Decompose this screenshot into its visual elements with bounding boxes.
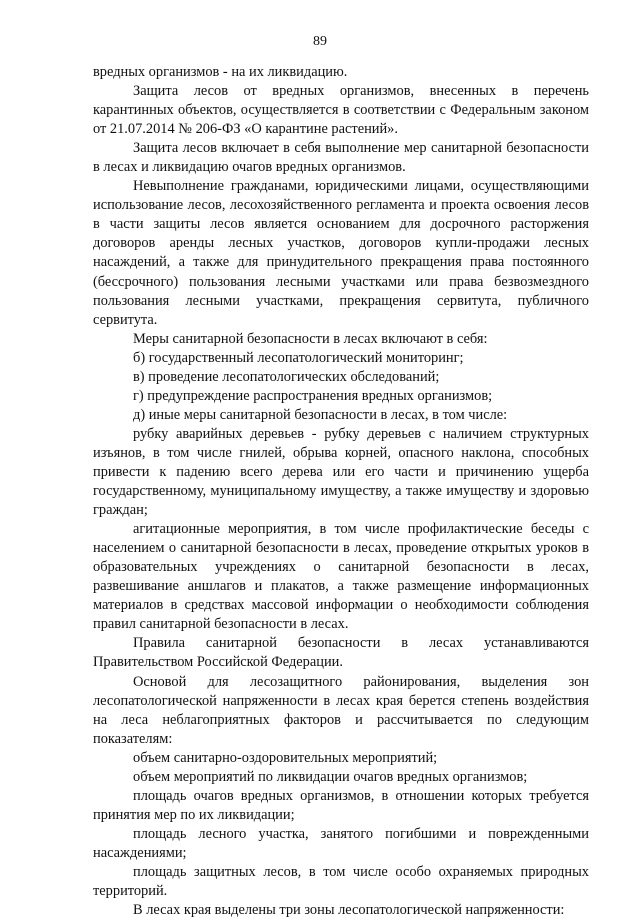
paragraph: рубку аварийных деревьев - рубку деревьев с наличием структурных изъянов, в том числе гнилей, обрыва корней, опасного наклона, способных привести к падению всего дерева или его части и причинению ущерба государственному, муниципальному имуществу, а также имуществу и здоровью граждан; <box>93 425 589 519</box>
paragraph: Правила санитарной безопасности в лесах устанавливаются Правительством Российской Федерации. <box>93 635 589 671</box>
paragraph: площадь очагов вредных организмов, в отношении которых требуется принятия мер по их ликвидации; <box>93 787 589 823</box>
document-body <box>93 63 589 920</box>
paragraph: б) государственный лесопатологический мониторинг; <box>133 349 464 366</box>
paragraph: вредных организмов - на их ликвидацию. <box>93 64 348 80</box>
paragraph: Невыполнение гражданами, юридическими лицами, осуществляющими использование лесов, лесохозяйственного регламента и проекта освоения лесов в части защиты лесов является основанием для досрочного расторжения договоров аренды лесных участков, договоров купли-продажи лесных насаждений, а также для принудительного прекращения права постоянного (бессрочного) пользования лесными участками или права безвозмездного пользования лесными участками, прекращения сервитута, публичного сервитута. <box>93 178 589 328</box>
paragraph: В лесах края выделены три зоны лесопатологической напряженности: <box>133 902 565 919</box>
paragraph: д) иные меры санитарной безопасности в лесах, в том числе: <box>133 406 508 423</box>
paragraph: объем санитарно-оздоровительных мероприятий; <box>133 749 438 766</box>
paragraph: Основой для лесозащитного районирования, выделения зон лесопатологической напряженности в лесах края берется степень воздействия на леса неблагоприятных факторов и рассчитывается по следующим показателям: <box>93 673 589 747</box>
paragraph: Защита лесов от вредных организмов, внесенных в перечень карантинных объектов, осуществляется в соответствии с Федеральным законом от 21.07.2014 № 206-ФЗ «О карантине растений». <box>93 83 589 138</box>
paragraph: площадь лесного участка, занятого погибшими и поврежденными насаждениями; <box>93 825 589 861</box>
paragraph: агитационные мероприятия, в том числе профилактические беседы с населением о санитарной безопасности в лесах, проведение открытых уроков в образовательных учреждениях о санитарной безопасности в лесах, развешивание аншлагов и плакатов, а также размещение информационных материалов в средствах массовой информации о необходимости соблюдения правил санитарной безопасности в лесах. <box>93 521 589 633</box>
page-number: 89 <box>313 34 327 49</box>
paragraph: Защита лесов включает в себя выполнение мер санитарной безопасности в лесах и ликвидацию очагов вредных организмов. <box>93 140 589 176</box>
paragraph: Меры санитарной безопасности в лесах включают в себя: <box>133 330 488 347</box>
paragraph: в) проведение лесопатологических обследований; <box>133 368 440 385</box>
paragraph: площадь защитных лесов, в том числе особо охраняемых природных территорий. <box>93 863 589 900</box>
paragraph: г) предупреждение распространения вредных организмов; <box>133 387 493 404</box>
paragraph: объем мероприятий по ликвидации очагов вредных организмов; <box>133 768 528 785</box>
